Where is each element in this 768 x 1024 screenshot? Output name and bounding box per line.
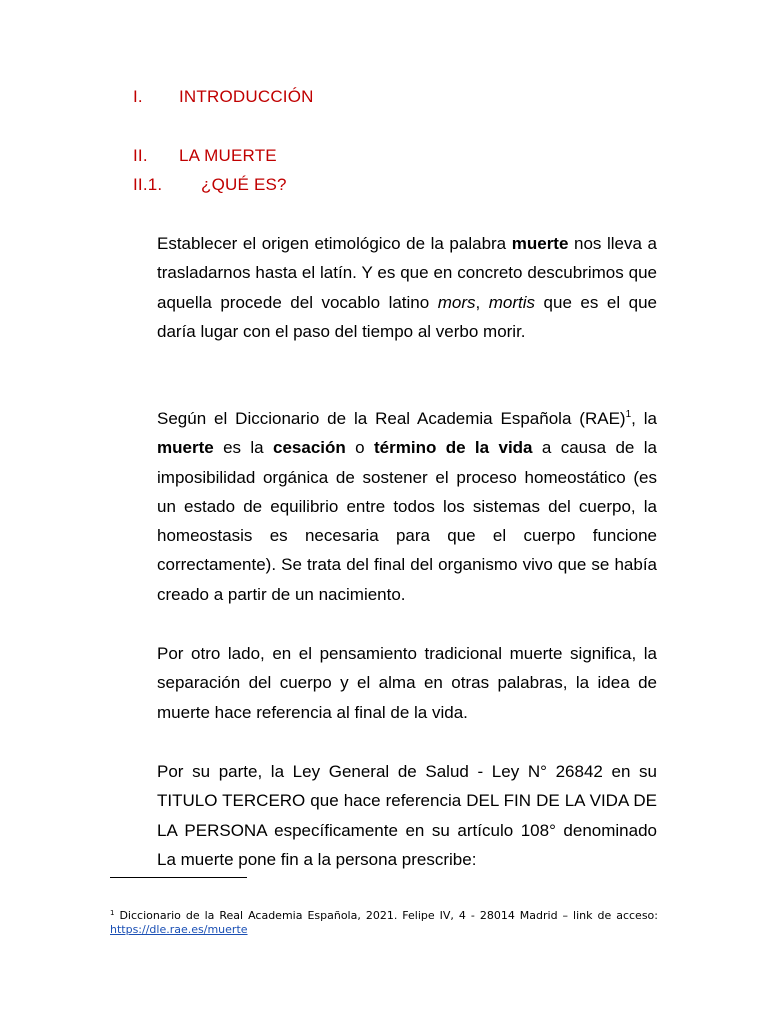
heading-number: I. (133, 87, 143, 106)
footnote-reference[interactable]: 1 (625, 409, 632, 420)
paragraph-etymology (157, 229, 657, 346)
bold-term: cesación (273, 438, 346, 458)
footnote-text: Diccionario de la Real Academia Española, 2021. Felipe IV, 4 - 28014 Madrid – link de acceso: (114, 909, 658, 922)
heading-number: II.1. (133, 175, 163, 194)
text-run: a causa de la imposibilidad orgánica de sostener el proceso homeostático (es un estado de equilibrio entre todos los sistemas del cuerpo, la homeostasis es necesaria para que el cuerpo funcione correctamente). Se trata del final del organismo vivo que se había creado a partir de un nacimiento. (157, 438, 657, 604)
text-run: es la (213, 438, 274, 458)
text-run: nos lleva a trasladarnos hasta el latín. Y es que en concreto descubrimos que aquella procede del vocablo latino (157, 234, 657, 312)
italic-term: mors (437, 292, 476, 312)
text-run: que es el que daría lugar con el paso del tiempo al verbo morir. (157, 292, 657, 341)
heading-text: ¿QUÉ ES? (201, 175, 287, 194)
paragraph-ley-general: Por su parte, la Ley General de Salud - Ley N° 26842 en su TITULO TERCERO que hace referencia DEL FIN DE LA VIDA DE LA PERSONA específicamente en su artículo 108° denominado La muerte pone fin a la persona prescribe: (157, 762, 657, 869)
text-run: o (345, 438, 374, 458)
text-run: , la (631, 409, 657, 428)
heading-text: LA MUERTE (179, 146, 277, 165)
paragraph-rae-definition (157, 404, 657, 609)
heading-number: II. (133, 146, 148, 165)
bold-term: muerte (511, 234, 569, 253)
text-run: , (475, 292, 489, 312)
bold-term: término de la vida (374, 438, 533, 458)
bold-term: muerte (157, 438, 214, 458)
footnote-marker: 1 (110, 909, 115, 917)
footnote (110, 909, 658, 937)
text-run: Establecer el origen etimológico de la palabra (157, 234, 512, 253)
heading-text: INTRODUCCIÓN (179, 87, 314, 106)
footnote-separator (110, 877, 247, 878)
footnote-link[interactable]: https://dle.rae.es/muerte (110, 923, 248, 936)
italic-term: mortis (488, 292, 536, 312)
text-run: Según el Diccionario de la Real Academia Española (RAE) (157, 409, 626, 428)
paragraph-traditional: Por otro lado, en el pensamiento tradicional muerte significa, la separación del cuerpo y el alma en otras palabras, la idea de muerte hace referencia al final de la vida. (157, 644, 657, 722)
